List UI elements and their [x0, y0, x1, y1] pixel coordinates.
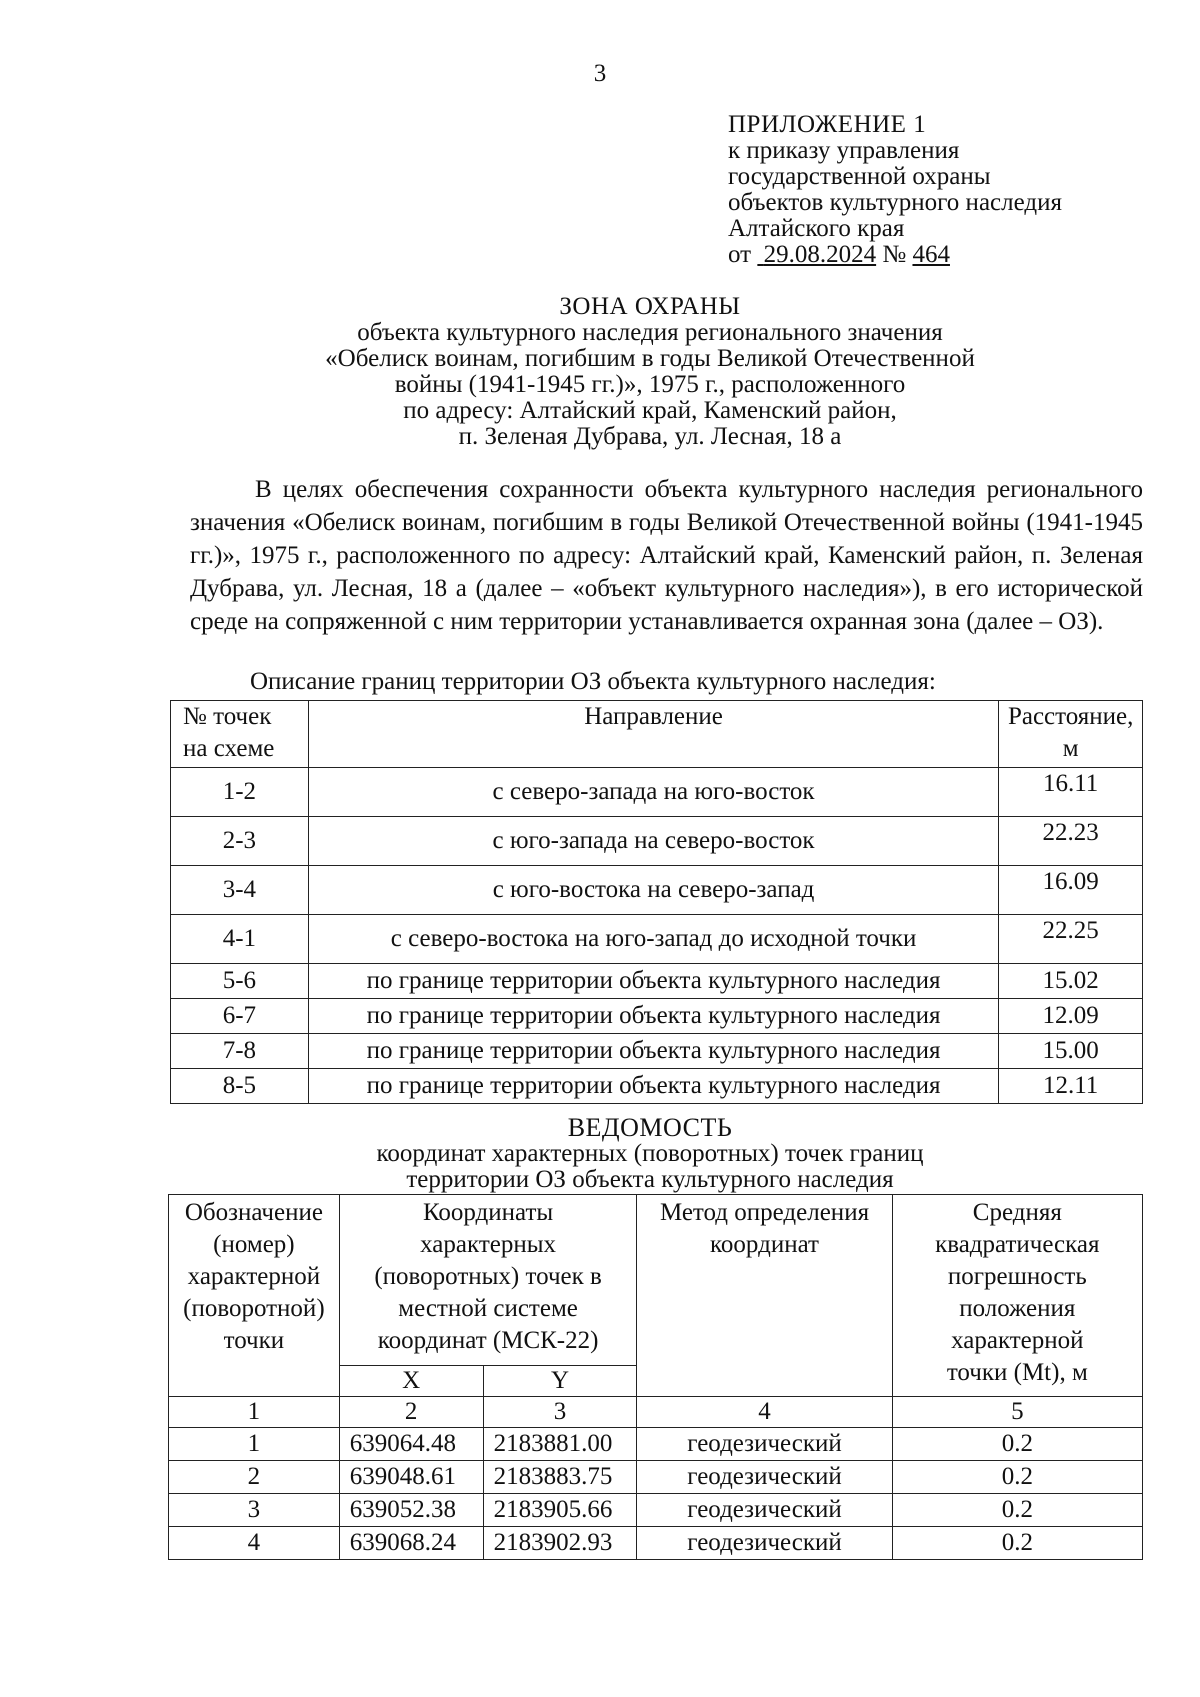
header-coordinates: Координаты характерных (поворотных) точек в местной системе координат (МСК-22)	[339, 1195, 637, 1366]
cell-direction: с юго-запада на северо-восток	[308, 817, 999, 866]
cell-distance: 15.00	[999, 1034, 1143, 1069]
cell-error: 0.2	[892, 1428, 1142, 1461]
cell-points: 3-4	[171, 866, 309, 915]
table-row	[169, 1461, 1143, 1494]
header-point-designation: Обозначение (номер) характерной (поворотной) точки	[169, 1195, 340, 1397]
zone-title-line: по адресу: Алтайский край, Каменский район,	[403, 397, 897, 424]
cell-points: 8-5	[171, 1069, 309, 1104]
table-index-row	[169, 1397, 1143, 1428]
header-points: № точек на схеме	[171, 701, 309, 768]
cell-distance: 12.11	[999, 1069, 1143, 1104]
cell-distance: 16.11	[999, 768, 1143, 817]
header-x: X	[339, 1366, 483, 1397]
cell-distance: 12.09	[999, 999, 1143, 1034]
cell-y: 2183881.00	[483, 1428, 637, 1461]
cell-distance: 15.02	[999, 964, 1143, 999]
table-header-row	[169, 1195, 1143, 1366]
cell-point: 3	[169, 1494, 340, 1527]
cell-distance: 22.23	[999, 817, 1143, 866]
cell-point: 2	[169, 1461, 340, 1494]
cell-direction: с северо-запада на юго-восток	[308, 768, 999, 817]
cell-method: геодезический	[637, 1494, 892, 1527]
number-prefix: №	[882, 241, 907, 268]
cell-error: 0.2	[892, 1461, 1142, 1494]
zone-title-line: «Обелиск воинам, погибшим в годы Великой Отечественной	[325, 345, 975, 372]
coordinates-title-block	[170, 1115, 1130, 1193]
cell-error: 0.2	[892, 1494, 1142, 1527]
cell-y: 2183905.66	[483, 1494, 637, 1527]
table-row	[169, 1428, 1143, 1461]
zone-heading: ЗОНА ОХРАНЫ	[559, 293, 741, 320]
appendix-block	[728, 112, 1062, 268]
table-row	[171, 866, 1143, 915]
table-row	[169, 1494, 1143, 1527]
table-row	[171, 964, 1143, 999]
appendix-date-line	[728, 242, 1062, 268]
cell-method: геодезический	[637, 1527, 892, 1560]
cell-point: 1	[169, 1428, 340, 1461]
index-cell: 3	[483, 1397, 637, 1428]
cell-points: 7-8	[171, 1034, 309, 1069]
appendix-line: государственной охраны	[728, 163, 991, 190]
table-row	[169, 1527, 1143, 1560]
cell-method: геодезический	[637, 1461, 892, 1494]
cell-point: 4	[169, 1527, 340, 1560]
date-prefix: от	[728, 241, 752, 268]
header-error: Средняя квадратическая погрешность положения характерной точки (Mt), м	[892, 1195, 1142, 1397]
intro-paragraph: В целях обеспечения сохранности объекта культурного наследия регионального значения «Обелиск воинам, погибшим в годы Великой Отечественной войны (1941-1945 гг.)», 1975 г., расположенного по адресу: Алтайский край, Каменский район, п. Зеленая Дубрава, ул. Лесная, 18 а (далее – «объект культурного наследия»), в его исторической среде на сопряженной с ним территории устанавливается охранная зона (далее – ОЗ).	[190, 476, 1143, 635]
zone-title-line: п. Зеленая Дубрава, ул. Лесная, 18 а	[458, 423, 842, 450]
cell-direction: с юго-востока на северо-запад	[308, 866, 999, 915]
cell-distance: 22.25	[999, 915, 1143, 964]
cell-x: 639068.24	[339, 1527, 483, 1560]
cell-x: 639052.38	[339, 1494, 483, 1527]
cell-y: 2183883.75	[483, 1461, 637, 1494]
order-date: 29.08.2024	[763, 241, 877, 268]
cell-direction: по границе территории объекта культурного наследия	[308, 999, 999, 1034]
header-distance: Расстояние, м	[999, 701, 1143, 768]
table-row	[171, 1069, 1143, 1104]
boundaries-caption: Описание границ территории ОЗ объекта культурного наследия:	[250, 668, 936, 695]
order-number: 464	[912, 241, 950, 268]
table-row	[171, 768, 1143, 817]
header-direction: Направление	[308, 701, 999, 768]
cell-direction: по границе территории объекта культурного наследия	[308, 1069, 999, 1104]
coordinates-table	[168, 1194, 1143, 1560]
cell-points: 1-2	[171, 768, 309, 817]
cell-x: 639048.61	[339, 1461, 483, 1494]
cell-points: 5-6	[171, 964, 309, 999]
table-header-row	[171, 701, 1143, 768]
table-row	[171, 999, 1143, 1034]
coordinates-heading: ВЕДОМОСТЬ	[567, 1113, 733, 1142]
page-number: 3	[593, 60, 607, 87]
cell-points: 2-3	[171, 817, 309, 866]
appendix-line: к приказу управления	[728, 137, 960, 164]
cell-direction: с северо-востока на юго-запад до исходной точки	[308, 915, 999, 964]
cell-y: 2183902.93	[483, 1527, 637, 1560]
zone-title-line: объекта культурного наследия регионального значения	[357, 319, 943, 346]
cell-points: 6-7	[171, 999, 309, 1034]
header-method: Метод определения координат	[637, 1195, 892, 1397]
cell-method: геодезический	[637, 1428, 892, 1461]
table-row	[171, 1034, 1143, 1069]
zone-title-line: войны (1941-1945 гг.)», 1975 г., расположенного	[394, 371, 906, 398]
index-cell: 2	[339, 1397, 483, 1428]
zone-title-block	[170, 294, 1130, 450]
table-row	[171, 817, 1143, 866]
appendix-line: объектов культурного наследия	[728, 189, 1062, 216]
header-y: Y	[483, 1366, 637, 1397]
appendix-title: ПРИЛОЖЕНИЕ 1	[728, 111, 927, 138]
table-row	[171, 915, 1143, 964]
cell-points: 4-1	[171, 915, 309, 964]
cell-direction: по границе территории объекта культурного наследия	[308, 964, 999, 999]
index-cell: 1	[169, 1397, 340, 1428]
index-cell: 4	[637, 1397, 892, 1428]
cell-error: 0.2	[892, 1527, 1142, 1560]
cell-direction: по границе территории объекта культурного наследия	[308, 1034, 999, 1069]
boundaries-table	[170, 700, 1143, 1104]
coordinates-subtitle: территории ОЗ объекта культурного наследия	[406, 1166, 894, 1193]
appendix-line: Алтайского края	[728, 215, 905, 242]
coordinates-subtitle: координат характерных (поворотных) точек границ	[376, 1140, 924, 1167]
cell-x: 639064.48	[339, 1428, 483, 1461]
index-cell: 5	[892, 1397, 1142, 1428]
cell-distance: 16.09	[999, 866, 1143, 915]
